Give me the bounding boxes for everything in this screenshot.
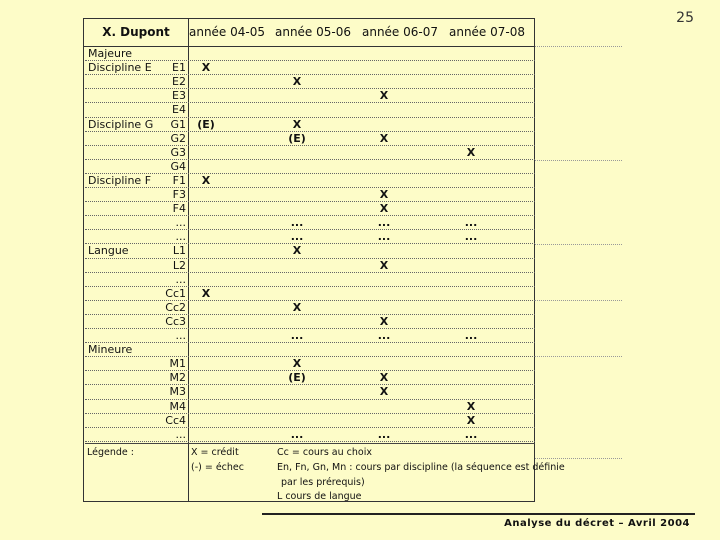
mark-year-2: X (292, 75, 302, 89)
mark-year-2: ... (290, 427, 304, 441)
row-label: Majeure (88, 47, 133, 60)
row-code: E3 (172, 89, 186, 103)
row-code: G4 (170, 159, 186, 173)
legend-title: Légende : (87, 447, 134, 458)
course-table (83, 18, 565, 502)
table-row (84, 273, 536, 287)
row-code: G3 (170, 145, 186, 159)
mark-year-2: (E) (288, 371, 306, 385)
mark-year-2: X (292, 300, 302, 314)
row-code: E2 (172, 75, 186, 89)
table-row (84, 259, 536, 273)
mark-year-1: (E) (197, 117, 215, 131)
margin-rule (535, 300, 622, 301)
mark-year-3: ... (377, 216, 391, 230)
row-label: Langue (88, 244, 129, 258)
table-row (84, 160, 536, 174)
table-row (84, 244, 536, 258)
table-row (84, 174, 536, 188)
row-code: F3 (172, 188, 186, 201)
mark-year-4: ... (464, 216, 478, 230)
mark-year-3: ... (377, 230, 391, 244)
mark-year-1: X (201, 286, 211, 300)
footer-text: Analyse du décret – Avril 2004 (504, 518, 690, 529)
row-code: L1 (172, 244, 186, 258)
mark-year-3: ... (377, 329, 391, 342)
table-row (84, 75, 536, 89)
mark-year-3: X (379, 131, 389, 145)
table-row (84, 47, 536, 61)
margin-rule (535, 458, 622, 459)
mark-year-2: ... (290, 216, 304, 230)
table-row (84, 414, 536, 428)
legend-cc: Cc = cours au choix (277, 447, 372, 458)
row-code: M4 (169, 399, 186, 413)
table-row (84, 61, 536, 75)
mark-year-4: ... (464, 230, 478, 244)
mark-year-3: X (379, 258, 389, 272)
year-header-2: année 05-06 (274, 25, 351, 39)
footer-rule (262, 513, 695, 515)
row-label: Discipline F (88, 173, 152, 187)
row-code: M2 (169, 371, 186, 385)
mark-year-3: X (379, 371, 389, 385)
row-code: F1 (172, 173, 186, 187)
row-code: ... (175, 216, 186, 230)
year-header-1: année 04-05 (188, 25, 265, 39)
margin-rule (535, 356, 622, 357)
mark-year-2: ... (290, 329, 304, 342)
mark-year-4: X (466, 413, 476, 427)
mark-year-3: X (379, 188, 389, 201)
table-row (84, 118, 536, 132)
margin-rule (535, 46, 622, 47)
row-code: F4 (172, 202, 186, 216)
mark-year-3: ... (377, 427, 391, 441)
mark-year-2: X (292, 117, 302, 131)
row-code: ... (175, 427, 186, 441)
mark-year-4: ... (464, 329, 478, 342)
row-code: G2 (170, 131, 186, 145)
year-header-4: année 07-08 (448, 25, 525, 39)
row-code: E1 (172, 61, 186, 75)
row-code: L2 (172, 258, 186, 272)
legend-discipline: En, Fn, Gn, Mn : cours par discipline (la séquence est définie (277, 462, 565, 473)
legend-credit: X = crédit (191, 447, 239, 458)
legend-discipline-cont: par les prérequis) (281, 477, 365, 488)
year-header-3: année 06-07 (361, 25, 438, 39)
table-row (84, 89, 536, 103)
mark-year-3: X (379, 89, 389, 103)
row-code: E4 (172, 103, 186, 117)
legend-divider (85, 443, 535, 444)
mark-year-2: ... (290, 230, 304, 244)
margin-rule (535, 244, 622, 245)
slide-number: 25 (676, 10, 694, 26)
table-row (84, 400, 536, 414)
legend-langue: L cours de langue (277, 491, 362, 502)
table-row (84, 343, 536, 357)
row-code: G1 (170, 117, 186, 131)
row-code: ... (175, 272, 186, 286)
row-code: ... (175, 329, 186, 342)
row-code: ... (175, 230, 186, 244)
table-row (84, 188, 536, 202)
row-code: M3 (169, 385, 186, 399)
margin-rule (535, 160, 622, 161)
row-code: Cc1 (165, 286, 186, 300)
row-divider (85, 441, 535, 442)
row-label: Discipline G (88, 117, 154, 131)
table-row (84, 385, 536, 399)
mark-year-3: X (379, 202, 389, 216)
mark-year-1: X (201, 61, 211, 75)
table-row (84, 216, 536, 230)
mark-year-2: X (292, 244, 302, 258)
mark-year-1: X (201, 173, 211, 187)
table-row (84, 146, 536, 160)
mark-year-2: X (292, 357, 302, 371)
table-row (84, 329, 536, 343)
legend-echec: (-) = échec (191, 462, 244, 473)
row-label: Mineure (88, 343, 133, 357)
table-row (84, 301, 536, 315)
table-row (84, 428, 536, 442)
mark-year-3: X (379, 385, 389, 399)
mark-year-2: (E) (288, 131, 306, 145)
table-row (84, 371, 536, 385)
mark-year-3: X (379, 314, 389, 328)
table-row (84, 287, 536, 301)
table-row (84, 103, 536, 117)
mark-year-4: X (466, 399, 476, 413)
mark-year-4: ... (464, 427, 478, 441)
student-name: X. Dupont (102, 25, 170, 39)
row-code: M1 (169, 357, 186, 371)
row-code: Cc3 (165, 314, 186, 328)
table-row (84, 357, 536, 371)
row-label: Discipline E (88, 61, 152, 75)
table-header (84, 19, 534, 47)
mark-year-4: X (466, 145, 476, 159)
row-code: Cc2 (165, 300, 186, 314)
table-row (84, 230, 536, 244)
row-code: Cc4 (165, 413, 186, 427)
table-row (84, 202, 536, 216)
table-row (84, 315, 536, 329)
table-row (84, 132, 536, 146)
